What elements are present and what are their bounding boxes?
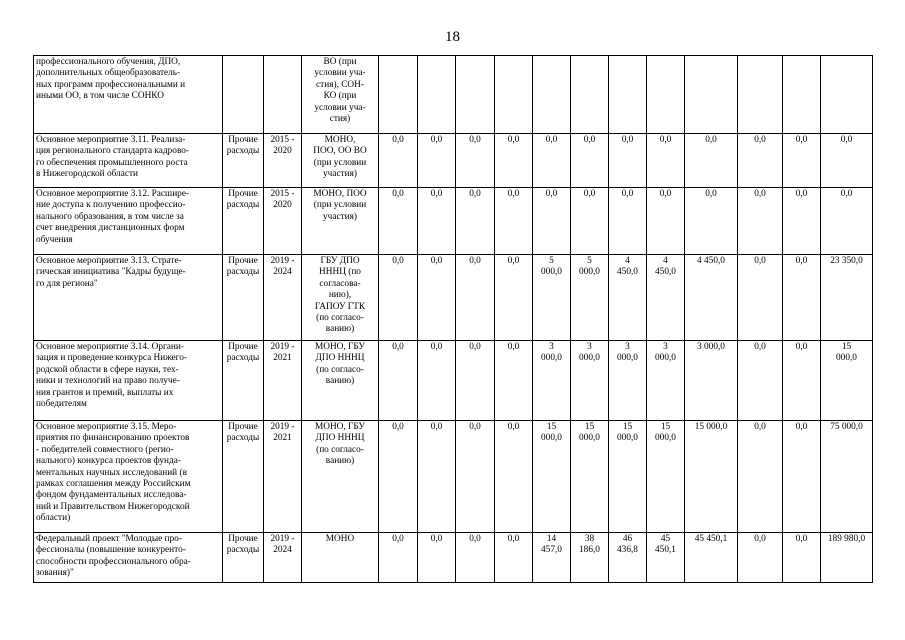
value-cell xyxy=(571,134,609,188)
value-cell xyxy=(533,533,571,583)
expense-type-line: расходы xyxy=(226,200,260,211)
value-line: 0,0 xyxy=(754,256,766,266)
value-line: 0,0 xyxy=(795,189,808,199)
activity-name-line: дополнительных общеобразователь- xyxy=(36,68,181,79)
activity-name-line: области) xyxy=(36,513,71,524)
period-line: 2015 - xyxy=(270,189,295,199)
value-line: 450,0 xyxy=(655,267,676,278)
value-cell xyxy=(783,56,821,134)
expense-type-cell xyxy=(223,188,264,255)
activity-name-line: ния грантов и премий, выплаты их xyxy=(36,387,174,398)
executor-line: ПОО, ОО ВО xyxy=(313,146,367,157)
table-row xyxy=(34,533,873,583)
executor-line: условии уча- xyxy=(314,102,366,113)
expense-type-cell xyxy=(223,255,264,341)
value-cell xyxy=(418,134,456,188)
value-cell xyxy=(379,134,418,188)
table-row xyxy=(34,134,873,188)
value-line: 0,0 xyxy=(754,342,766,352)
table-row xyxy=(34,56,873,134)
executor-line: МОНО, ГБУ xyxy=(314,422,366,432)
activity-name-line: - победителей совместного (регио- xyxy=(36,444,174,455)
value-cell xyxy=(379,255,418,341)
expense-type-line: расходы xyxy=(226,353,260,364)
executor-line: ГБУ ДПО xyxy=(320,256,360,266)
activity-name-line: ние доступа к получению профессио- xyxy=(36,200,186,211)
activity-name-cell xyxy=(34,188,223,255)
value-line: 45 xyxy=(660,534,671,544)
activity-name-line: ция регионального стандарта кадрово- xyxy=(36,146,190,157)
value-line: 000,0 xyxy=(541,433,562,444)
executor-line: НННЦ (по xyxy=(319,267,361,278)
period-cell xyxy=(264,533,302,583)
value-cell xyxy=(821,188,873,255)
value-line: 0,0 xyxy=(659,189,672,199)
value-cell xyxy=(418,255,456,341)
activity-name-line: нального) конкурса проектов фунда- xyxy=(36,456,181,467)
value-cell xyxy=(571,341,609,421)
value-cell xyxy=(495,134,533,188)
activity-name-line: Федеральный проект "Молодые про- xyxy=(36,534,182,544)
value-cell xyxy=(533,255,571,341)
value-line: 4 xyxy=(663,256,668,266)
value-cell xyxy=(685,255,738,341)
value-cell xyxy=(379,421,418,533)
value-line: 0,0 xyxy=(392,534,404,544)
activity-name-line: счет внедрения дистанционных форм xyxy=(36,223,185,234)
period-line: 2020 xyxy=(273,146,292,157)
value-line: 0,0 xyxy=(430,256,443,266)
value-cell xyxy=(418,533,456,583)
value-line: 0,0 xyxy=(545,135,558,145)
value-cell xyxy=(647,255,685,341)
value-cell xyxy=(738,421,783,533)
executor-line: участия) xyxy=(323,211,357,222)
value-line: 0,0 xyxy=(430,422,443,432)
value-cell xyxy=(533,188,571,255)
value-cell xyxy=(379,188,418,255)
executor-cell xyxy=(302,188,379,255)
executor-line: МОНО xyxy=(325,534,355,544)
table-row xyxy=(34,188,873,255)
value-line: 15 xyxy=(660,422,671,432)
value-cell xyxy=(495,255,533,341)
activity-name-line: Основное мероприятие 3.11. Реализа- xyxy=(36,135,186,145)
activity-name-line: рамках соглашения между Российским xyxy=(36,479,191,490)
value-cell xyxy=(821,255,873,341)
executor-line: (при условии xyxy=(313,200,367,211)
activity-name-cell xyxy=(34,134,223,188)
value-line: 0,0 xyxy=(840,135,853,145)
value-cell xyxy=(418,341,456,421)
value-cell xyxy=(783,533,821,583)
executor-line: стия), СОН- xyxy=(316,79,364,90)
value-line: 0,0 xyxy=(507,135,520,145)
value-cell xyxy=(647,341,685,421)
value-line: 15 xyxy=(841,342,852,352)
value-cell xyxy=(533,56,571,134)
value-cell xyxy=(571,188,609,255)
expense-type-line: Прочие xyxy=(228,135,258,145)
value-line: 0,0 xyxy=(621,189,634,199)
value-cell xyxy=(821,56,873,134)
value-line: 3 xyxy=(587,342,592,352)
executor-line: (по согласо- xyxy=(316,444,364,455)
value-line: 0,0 xyxy=(754,189,766,199)
period-line: 2019 - xyxy=(270,256,295,266)
value-line: 4 450,0 xyxy=(697,256,725,266)
activity-name-line: Основное мероприятие 3.12. Расшире- xyxy=(36,189,190,199)
value-cell xyxy=(456,533,495,583)
value-line: 0,0 xyxy=(392,135,404,145)
value-line: 0,0 xyxy=(795,135,808,145)
executor-line: участия) xyxy=(323,169,357,180)
expense-type-line: Прочие xyxy=(228,422,258,432)
value-cell xyxy=(533,341,571,421)
budget-table xyxy=(33,55,873,583)
value-cell xyxy=(456,56,495,134)
value-line: 0,0 xyxy=(795,342,808,352)
value-line: 0,0 xyxy=(795,534,808,544)
value-cell xyxy=(783,134,821,188)
executor-cell xyxy=(302,56,379,134)
value-line: 000,0 xyxy=(541,267,562,278)
value-line: 0,0 xyxy=(430,342,443,352)
value-cell xyxy=(783,341,821,421)
value-line: 0,0 xyxy=(430,189,443,199)
value-line: 0,0 xyxy=(392,422,404,432)
value-cell xyxy=(685,188,738,255)
value-cell xyxy=(495,56,533,134)
value-line: 000,0 xyxy=(579,353,600,364)
value-line: 450,1 xyxy=(655,545,676,556)
period-line: 2020 xyxy=(273,200,292,211)
page-number: 18 xyxy=(445,29,460,45)
table-row xyxy=(34,421,873,533)
executor-line: стия) xyxy=(329,114,351,125)
value-line: 0,0 xyxy=(705,189,717,199)
activity-name-line: профессионального обучения, ДПО, xyxy=(36,57,181,67)
value-cell xyxy=(456,188,495,255)
value-cell xyxy=(738,255,783,341)
value-cell xyxy=(783,188,821,255)
table-body xyxy=(34,56,873,583)
activity-name-line: обучения xyxy=(36,234,73,245)
value-line: 14 xyxy=(546,534,557,544)
period-cell xyxy=(264,341,302,421)
value-line: 3 xyxy=(625,342,630,352)
activity-name-line: зования)" xyxy=(36,568,74,579)
executor-line: МОНО, xyxy=(324,135,356,145)
value-cell xyxy=(609,56,647,134)
period-cell xyxy=(264,56,302,134)
activity-name-line: ники и технологий на право получе- xyxy=(36,376,180,387)
value-cell xyxy=(821,134,873,188)
value-cell xyxy=(738,134,783,188)
activity-name-line: го обеспечения промышленного роста xyxy=(36,157,188,168)
expense-type-line: Прочие xyxy=(228,256,258,266)
executor-line: ДПО НННЦ xyxy=(315,433,365,444)
value-cell xyxy=(533,134,571,188)
activity-name-line: способности профессионального обра- xyxy=(36,556,191,567)
value-cell xyxy=(647,56,685,134)
value-cell xyxy=(609,188,647,255)
activity-name-line: Основное мероприятие 3.15. Меро- xyxy=(36,422,177,432)
value-line: 186,0 xyxy=(579,545,600,556)
value-line: 0,0 xyxy=(392,342,404,352)
value-cell xyxy=(571,56,609,134)
value-line: 000,0 xyxy=(541,353,562,364)
period-line: 2021 xyxy=(273,433,292,444)
expense-type-cell xyxy=(223,56,264,134)
expense-type-line: Прочие xyxy=(228,534,258,544)
value-line: 45 450,1 xyxy=(694,534,728,544)
value-cell xyxy=(609,255,647,341)
value-cell xyxy=(647,188,685,255)
value-line: 0,0 xyxy=(583,189,596,199)
executor-cell xyxy=(302,255,379,341)
executor-line: условии уча- xyxy=(314,68,366,79)
value-cell xyxy=(379,533,418,583)
value-cell xyxy=(571,421,609,533)
period-line: 2021 xyxy=(273,353,292,364)
value-cell xyxy=(685,134,738,188)
value-line: 000,0 xyxy=(579,267,600,278)
expense-type-line: расходы xyxy=(226,433,260,444)
period-line: 2019 - xyxy=(270,534,295,544)
value-cell xyxy=(685,421,738,533)
value-line: 0,0 xyxy=(430,135,443,145)
table-row xyxy=(34,255,873,341)
value-line: 0,0 xyxy=(469,342,481,352)
value-line: 436,8 xyxy=(617,545,638,556)
value-line: 0,0 xyxy=(754,422,766,432)
value-line: 23 350,0 xyxy=(830,256,863,266)
executor-line: ГАПОУ ГТК xyxy=(314,301,366,312)
executor-line: ДПО НННЦ xyxy=(315,353,365,364)
executor-cell xyxy=(302,134,379,188)
value-line: 0,0 xyxy=(795,256,808,266)
period-cell xyxy=(264,255,302,341)
value-cell xyxy=(647,134,685,188)
executor-line: согласова- xyxy=(319,278,361,289)
value-line: 000,0 xyxy=(617,353,638,364)
activity-name-line: приятия по финансированию проектов xyxy=(36,433,190,444)
value-line: 000,0 xyxy=(836,353,857,364)
executor-line: КО (при xyxy=(323,91,357,102)
value-line: 0,0 xyxy=(621,135,634,145)
value-line: 0,0 xyxy=(469,534,481,544)
value-cell xyxy=(609,533,647,583)
executor-cell xyxy=(302,421,379,533)
value-cell xyxy=(418,188,456,255)
value-cell xyxy=(495,421,533,533)
activity-name-line: иными ОО, в том числе СОНКО xyxy=(36,91,164,102)
value-line: 0,0 xyxy=(392,189,404,199)
activity-name-line: Основное мероприятие 3.13. Страте- xyxy=(36,256,182,266)
value-cell xyxy=(738,533,783,583)
value-cell xyxy=(738,56,783,134)
executor-cell xyxy=(302,341,379,421)
value-line: 450,0 xyxy=(617,267,638,278)
expense-type-line: Прочие xyxy=(228,342,258,352)
value-cell xyxy=(647,421,685,533)
period-line: 2019 - xyxy=(270,342,295,352)
executor-line: ванию) xyxy=(325,324,355,335)
value-line: 0,0 xyxy=(705,135,717,145)
expense-type-cell xyxy=(223,421,264,533)
value-line: 3 xyxy=(663,342,668,352)
expense-type-cell xyxy=(223,341,264,421)
value-line: 0,0 xyxy=(392,256,404,266)
value-line: 75 000,0 xyxy=(830,422,863,432)
value-cell xyxy=(685,56,738,134)
activity-name-line: в Нижегородской области xyxy=(36,169,139,180)
executor-line: ванию) xyxy=(325,456,355,467)
activity-name-line: фессионалы (повышение конкуренто- xyxy=(36,545,186,556)
period-cell xyxy=(264,421,302,533)
value-cell xyxy=(609,134,647,188)
value-line: 0,0 xyxy=(507,342,520,352)
value-line: 0,0 xyxy=(469,135,481,145)
executor-line: (по согласо- xyxy=(316,313,364,324)
activity-name-cell xyxy=(34,255,223,341)
activity-name-cell xyxy=(34,56,223,134)
value-line: 0,0 xyxy=(754,534,766,544)
executor-line: ВО (при xyxy=(323,57,357,67)
table-row xyxy=(34,341,873,421)
activity-name-line: го для регионa" xyxy=(36,278,98,289)
activity-name-line: фондом фундаментальных исследова- xyxy=(36,490,187,501)
value-cell xyxy=(647,533,685,583)
executor-line: ванию) xyxy=(325,376,355,387)
value-line: 15 xyxy=(546,422,557,432)
value-line: 0,0 xyxy=(507,422,520,432)
expense-type-cell xyxy=(223,533,264,583)
value-line: 0,0 xyxy=(469,422,481,432)
period-line: 2015 - xyxy=(270,135,295,145)
expense-type-line: расходы xyxy=(226,146,260,157)
period-cell xyxy=(264,188,302,255)
expense-type-line: Прочие xyxy=(228,189,258,199)
value-line: 000,0 xyxy=(655,433,676,444)
value-cell xyxy=(456,341,495,421)
value-cell xyxy=(571,255,609,341)
executor-cell xyxy=(302,533,379,583)
value-line: 5 xyxy=(587,256,592,266)
period-line: 2024 xyxy=(273,545,292,556)
value-cell xyxy=(821,421,873,533)
value-line: 15 xyxy=(584,422,595,432)
executor-line: (по согласо- xyxy=(316,364,364,375)
value-line: 457,0 xyxy=(541,545,562,556)
value-line: 0,0 xyxy=(583,135,596,145)
activity-name-line: нального образования, в том числе за xyxy=(36,211,184,222)
value-cell xyxy=(571,533,609,583)
value-cell xyxy=(609,341,647,421)
value-cell xyxy=(685,533,738,583)
expense-type-line: расходы xyxy=(226,267,260,278)
period-cell xyxy=(264,134,302,188)
expense-type-line: расходы xyxy=(226,545,260,556)
value-line: 0,0 xyxy=(507,256,520,266)
executor-line: (при условии xyxy=(313,157,367,168)
value-line: 0,0 xyxy=(795,422,808,432)
value-cell xyxy=(821,341,873,421)
value-line: 3 000,0 xyxy=(697,342,725,352)
value-cell xyxy=(738,188,783,255)
value-line: 0,0 xyxy=(430,534,443,544)
value-line: 46 xyxy=(622,534,633,544)
value-cell xyxy=(738,341,783,421)
value-line: 3 xyxy=(549,342,554,352)
value-cell xyxy=(418,56,456,134)
value-line: 0,0 xyxy=(469,256,481,266)
executor-line: нию), xyxy=(328,290,352,301)
value-line: 15 000,0 xyxy=(694,422,728,432)
value-line: 0,0 xyxy=(469,189,481,199)
value-cell xyxy=(533,421,571,533)
activity-name-line: родской области в сфере науки, тех- xyxy=(36,364,179,375)
value-cell xyxy=(495,341,533,421)
value-cell xyxy=(456,421,495,533)
value-cell xyxy=(456,255,495,341)
value-line: 0,0 xyxy=(754,135,766,145)
value-cell xyxy=(379,56,418,134)
value-cell xyxy=(821,533,873,583)
executor-line: МОНО, ГБУ xyxy=(314,342,366,352)
activity-name-line: Основное мероприятие 3.14. Органи- xyxy=(36,342,184,352)
value-line: 5 xyxy=(549,256,554,266)
value-line: 0,0 xyxy=(507,189,520,199)
value-cell xyxy=(379,341,418,421)
value-line: 15 xyxy=(622,422,633,432)
value-cell xyxy=(456,134,495,188)
activity-name-line: гическая инициатива "Кадры будуще- xyxy=(36,267,186,278)
value-cell xyxy=(495,188,533,255)
activity-name-cell xyxy=(34,341,223,421)
value-cell xyxy=(685,341,738,421)
value-cell xyxy=(418,421,456,533)
value-line: 000,0 xyxy=(579,433,600,444)
value-line: 000,0 xyxy=(617,433,638,444)
value-line: 0,0 xyxy=(507,534,520,544)
value-line: 4 xyxy=(625,256,630,266)
value-line: 0,0 xyxy=(659,135,672,145)
executor-line: МОНО, ПОО xyxy=(313,189,367,199)
activity-name-cell xyxy=(34,421,223,533)
value-cell xyxy=(495,533,533,583)
activity-name-line: зация и проведение конкурса Нижего- xyxy=(36,353,188,364)
value-line: 0,0 xyxy=(840,189,853,199)
activity-name-line: победителям xyxy=(36,399,87,410)
value-line: 189 980,0 xyxy=(827,534,866,544)
value-line: 38 xyxy=(584,534,595,544)
value-line: 000,0 xyxy=(655,353,676,364)
activity-name-line: ментальных научных исследований (в xyxy=(36,467,187,478)
value-line: 0,0 xyxy=(545,189,558,199)
activity-name-line: ных программ профессиональными и xyxy=(36,79,186,90)
activity-name-line: ний и Правительством Нижегородской xyxy=(36,501,190,512)
period-line: 2024 xyxy=(273,267,292,278)
value-cell xyxy=(783,255,821,341)
activity-name-cell xyxy=(34,533,223,583)
period-line: 2019 - xyxy=(270,422,295,432)
value-cell xyxy=(609,421,647,533)
value-cell xyxy=(783,421,821,533)
expense-type-cell xyxy=(223,134,264,188)
